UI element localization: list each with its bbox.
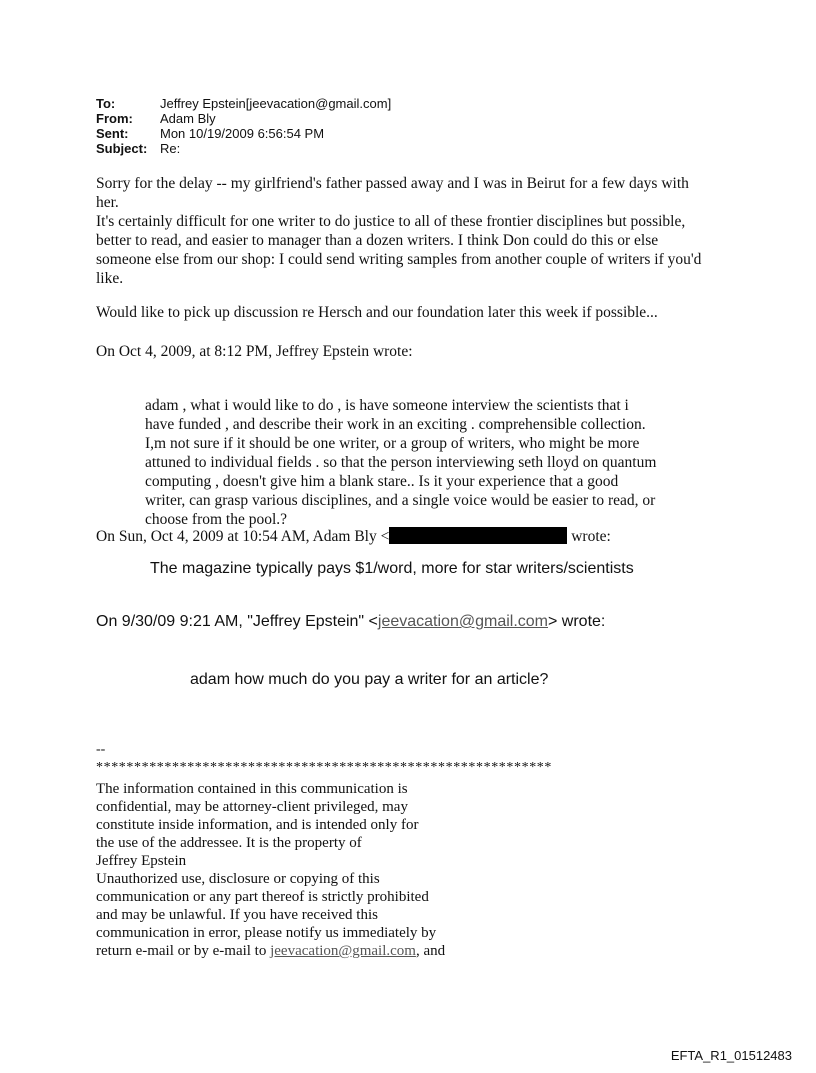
confidentiality-disclaimer xyxy=(96,780,445,960)
document-id: EFTA_R1_01512483 xyxy=(670,1048,792,1063)
text-fragment: return e-mail or by e-mail to xyxy=(96,943,271,959)
text-line: It's certainly difficult for one writer to do justice to all of these frontier disciplines but possible, xyxy=(96,213,686,230)
from-label: From: xyxy=(96,111,133,126)
text-line: Jeffrey Epstein xyxy=(96,853,187,869)
subject-value: Re: xyxy=(160,141,181,156)
from-row xyxy=(96,111,391,126)
text-line: better to read, and easier to manager than a dozen writers. I think Don could do this or else xyxy=(96,232,659,249)
sent-label: Sent: xyxy=(96,126,129,141)
message-paragraph-1 xyxy=(96,174,689,212)
to-value: Jeffrey Epstein[jeevacation@gmail.com] xyxy=(160,96,392,111)
subject-row xyxy=(96,141,391,156)
text-fragment: , and xyxy=(415,943,446,959)
text-line: communication in error, please notify us immediately by xyxy=(96,925,437,941)
quote-attribution-3 xyxy=(96,613,605,631)
message-paragraph-3: Would like to pick up discussion re Hersch and our foundation later this week if possible... xyxy=(96,304,658,321)
email-header xyxy=(96,96,391,156)
quote-attribution-1: On Oct 4, 2009, at 8:12 PM, Jeffrey Epstein wrote: xyxy=(96,343,413,360)
to-label: To: xyxy=(96,96,116,111)
subject-label: Subject: xyxy=(96,141,148,156)
redaction-block xyxy=(389,527,567,544)
quote-attribution-2 xyxy=(96,527,611,546)
text-line: the use of the addressee. It is the property of xyxy=(96,835,362,851)
quoted-message-3: adam how much do you pay a writer for an article? xyxy=(190,671,549,688)
attribution-text: On Sun, Oct 4, 2009 at 10:54 AM, Adam Bly < xyxy=(96,528,390,545)
text-line: constitute inside information, and is intended only for xyxy=(96,817,419,833)
text-line: and may be unlawful. If you have received this xyxy=(96,907,378,923)
text-line: someone else from our shop: I could send writing samples from another couple of writers if you'd xyxy=(96,251,702,268)
attribution-suffix: > wrote: xyxy=(548,613,606,630)
text-line: confidential, may be attorney-client privileged, may xyxy=(96,799,408,815)
text-line: Sorry for the delay -- my girlfriend's father passed away and I was in Beirut for a few days with xyxy=(96,175,689,192)
signature-dashes: -- xyxy=(96,742,106,757)
text-line: adam , what i would like to do , is have someone interview the scientists that i xyxy=(145,397,629,414)
text-line: attuned to individual fields . so that the person interviewing seth lloyd on quantum xyxy=(145,454,657,471)
text-line: like. xyxy=(96,270,124,287)
from-value: Adam Bly xyxy=(160,111,216,126)
sent-value: Mon 10/19/2009 6:56:54 PM xyxy=(160,126,325,141)
text-line: her. xyxy=(96,194,119,211)
attribution-text: On 9/30/09 9:21 AM, "Jeffrey Epstein" < xyxy=(96,613,378,630)
email-link[interactable]: jeevacation@gmail.com xyxy=(270,943,416,959)
text-line: communication or any part thereof is strictly prohibited xyxy=(96,889,429,905)
text-line: have funded , and describe their work in an exciting . comprehensible collection. xyxy=(145,416,646,433)
signature-stars: ************************************************************ xyxy=(96,760,552,775)
text-line: computing , doesn't give him a blank stare.. Is it your experience that a good xyxy=(145,473,619,490)
text-line: The information contained in this communication is xyxy=(96,781,408,797)
attribution-suffix: wrote: xyxy=(567,528,611,545)
text-line xyxy=(96,942,445,960)
text-line: choose from the pool.? xyxy=(145,511,288,528)
message-paragraph-2 xyxy=(96,212,701,288)
text-line: I,m not sure if it should be one writer, or a group of writers, who might be more xyxy=(145,435,640,452)
to-row xyxy=(96,96,391,111)
sent-row xyxy=(96,126,391,141)
quoted-message-1 xyxy=(145,396,656,529)
quoted-message-2: The magazine typically pays $1/word, more for star writers/scientists xyxy=(150,560,634,577)
text-line: writer, can grasp various disciplines, and a single voice would be easier to read, or xyxy=(145,492,656,509)
text-line: Unauthorized use, disclosure or copying of this xyxy=(96,871,380,887)
email-link[interactable]: jeevacation@gmail.com xyxy=(377,613,548,630)
